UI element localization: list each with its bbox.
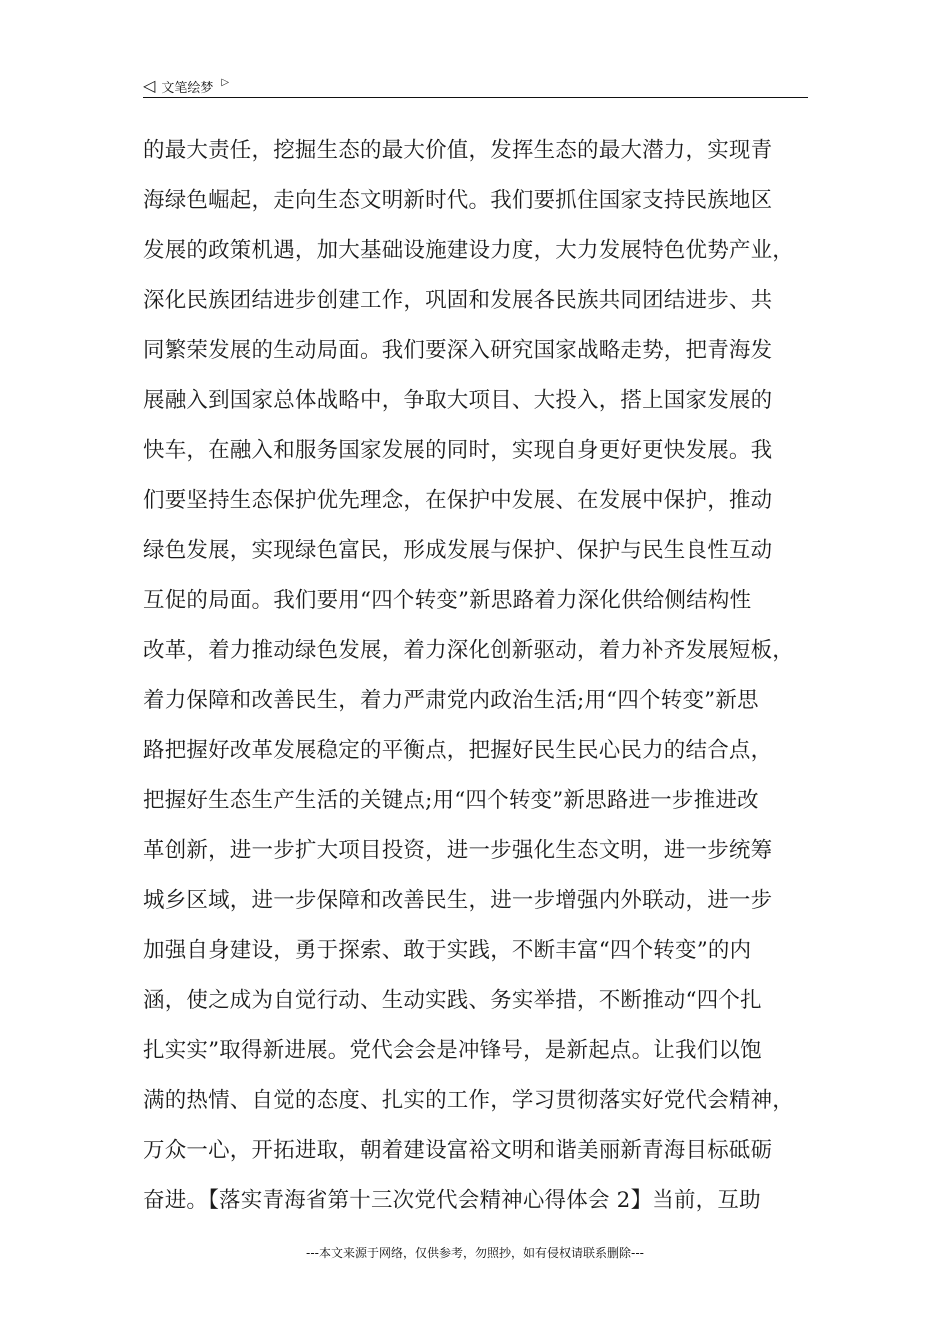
text-line: 万众一心，开拓进取，朝着建设富裕文明和谐美丽新青海目标砥砺 [143, 1138, 773, 1163]
text-line: 同繁荣发展的生动局面。我们要深入研究国家战略走势，把青海发 [143, 338, 773, 363]
text-line: 满的热情、自觉的态度、扎实的工作，学习贯彻落实好党代会精神， [143, 1088, 795, 1113]
triangle-right-icon: ▷ [221, 77, 230, 88]
triangle-left-icon: ◁ [143, 76, 156, 95]
text-line: 加强自身建设，勇于探索、敢于实践，不断丰富“四个转变”的内 [143, 938, 752, 963]
text-line: 展融入到国家总体战略中，争取大项目、大投入，搭上国家发展的 [143, 388, 773, 413]
text-line: 互促的局面。我们要用“四个转变”新思路着力深化供给侧结构性 [143, 588, 752, 613]
text-line: 海绿色崛起，走向生态文明新时代。我们要抓住国家支持民族地区 [143, 188, 773, 213]
text-line: 快车，在融入和服务国家发展的同时，实现自身更好更快发展。我 [143, 438, 773, 463]
footer-notice: ---本文来源于网络，仅供参考，勿照抄，如有侵权请联系删除--- [306, 1246, 644, 1260]
text-line: 把握好生态生产生活的关键点;用“四个转变”新思路进一步推进改 [143, 788, 759, 813]
text-line: 着力保障和改善民生，着力严肃党内政治生活;用“四个转变”新思 [143, 688, 759, 713]
page-header [143, 74, 808, 98]
text-line: 们要坚持生态保护优先理念，在保护中发展、在发展中保护，推动 [143, 488, 773, 513]
header-title: 文笔绘梦 [161, 80, 214, 96]
text-line: 改革，着力推动绿色发展，着力深化创新驱动，着力补齐发展短板， [143, 638, 795, 663]
text-line: 绿色发展，实现绿色富民，形成发展与保护、保护与民生良性互动 [143, 538, 773, 563]
text-line: 扎实实”取得新进展。党代会会是冲锋号，是新起点。让我们以饱 [143, 1038, 762, 1063]
text-line: 发展的政策机遇，加大基础设施建设力度，大力发展特色优势产业， [143, 238, 795, 263]
text-line: 路把握好改革发展稳定的平衡点，把握好民生民心民力的结合点， [143, 738, 773, 763]
text-line: 的最大责任，挖掘生态的最大价值，发挥生态的最大潜力，实现青 [143, 138, 773, 163]
text-line: 革创新，进一步扩大项目投资，进一步强化生态文明，进一步统筹 [143, 838, 773, 863]
text-line: 奋进。【落实青海省第十三次党代会精神心得体会 2】当前，互助 [143, 1188, 761, 1213]
text-line: 深化民族团结进步创建工作，巩固和发展各民族共同团结进步、共 [143, 288, 773, 313]
body-paragraph [143, 126, 823, 1226]
header-divider [143, 97, 808, 98]
text-line: 城乡区域，进一步保障和改善民生，进一步增强内外联动，进一步 [143, 888, 773, 913]
text-line: 涵，使之成为自觉行动、生动实践、务实举措，不断推动“四个扎 [143, 988, 762, 1013]
